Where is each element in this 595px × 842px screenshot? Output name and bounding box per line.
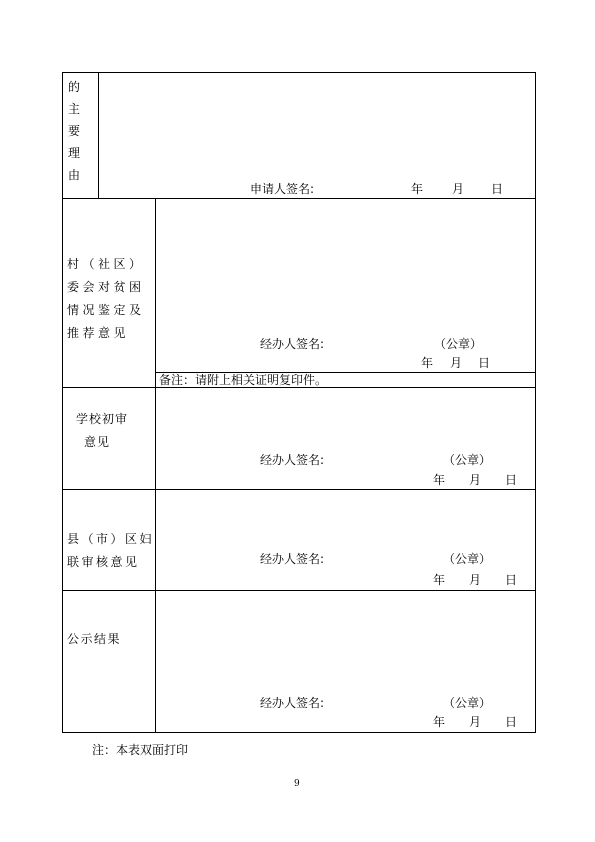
handler-signature-label: 经办人签名: [260,453,325,467]
applicant-signature-label: 申请人签名: [250,182,315,196]
county-review-label: 县（市）区妇 联审核意见 [67,532,155,569]
official-seal: （公章） [443,453,492,467]
handler-signature-label: 经办人签名: [260,552,325,566]
row-divider-school [62,489,536,490]
handler-signature-label: 经办人签名: [260,696,325,710]
date-day: 日 [478,356,491,370]
official-seal: （公章） [443,696,492,710]
date-month: 月 [450,356,463,370]
date-day: 日 [505,473,518,487]
footer-note: 注：本表双面打印 [92,743,189,757]
publicity-result-label: 公示结果 [67,632,122,646]
date-year: 年 [433,473,446,487]
official-seal: （公章） [443,552,492,566]
school-opinion-label: 学校初审 意见 [76,412,129,449]
official-seal: （公章） [434,337,483,351]
reason-label: 的 主 要 理 由 [67,80,80,182]
date-year: 年 [433,573,446,587]
village-opinion-label: 村（社区） 委会对贫困 情况鉴定及 推荐意见 [67,257,145,340]
date-year: 年 [411,182,424,196]
date-month: 月 [469,473,482,487]
date-day: 日 [505,715,518,729]
row-divider-reason [62,198,536,199]
table-bottom-border [62,732,536,733]
date-month: 月 [469,573,482,587]
attachment-note: 备注：请附上相关证明复印件。 [159,373,328,387]
handler-signature-label: 经办人签名: [260,337,325,351]
date-month: 月 [452,182,465,196]
row-divider-village [62,387,536,388]
date-year: 年 [433,715,446,729]
row-divider-county [62,590,536,591]
page-number: 9 [294,779,300,789]
date-month: 月 [469,715,482,729]
reason-label-divider [98,72,99,199]
date-day: 日 [491,182,504,196]
table-top-border [62,72,536,73]
date-day: 日 [505,573,518,587]
table-right-border [535,72,536,733]
label-column-divider [155,198,156,733]
date-year: 年 [421,356,434,370]
table-left-border [62,72,63,733]
